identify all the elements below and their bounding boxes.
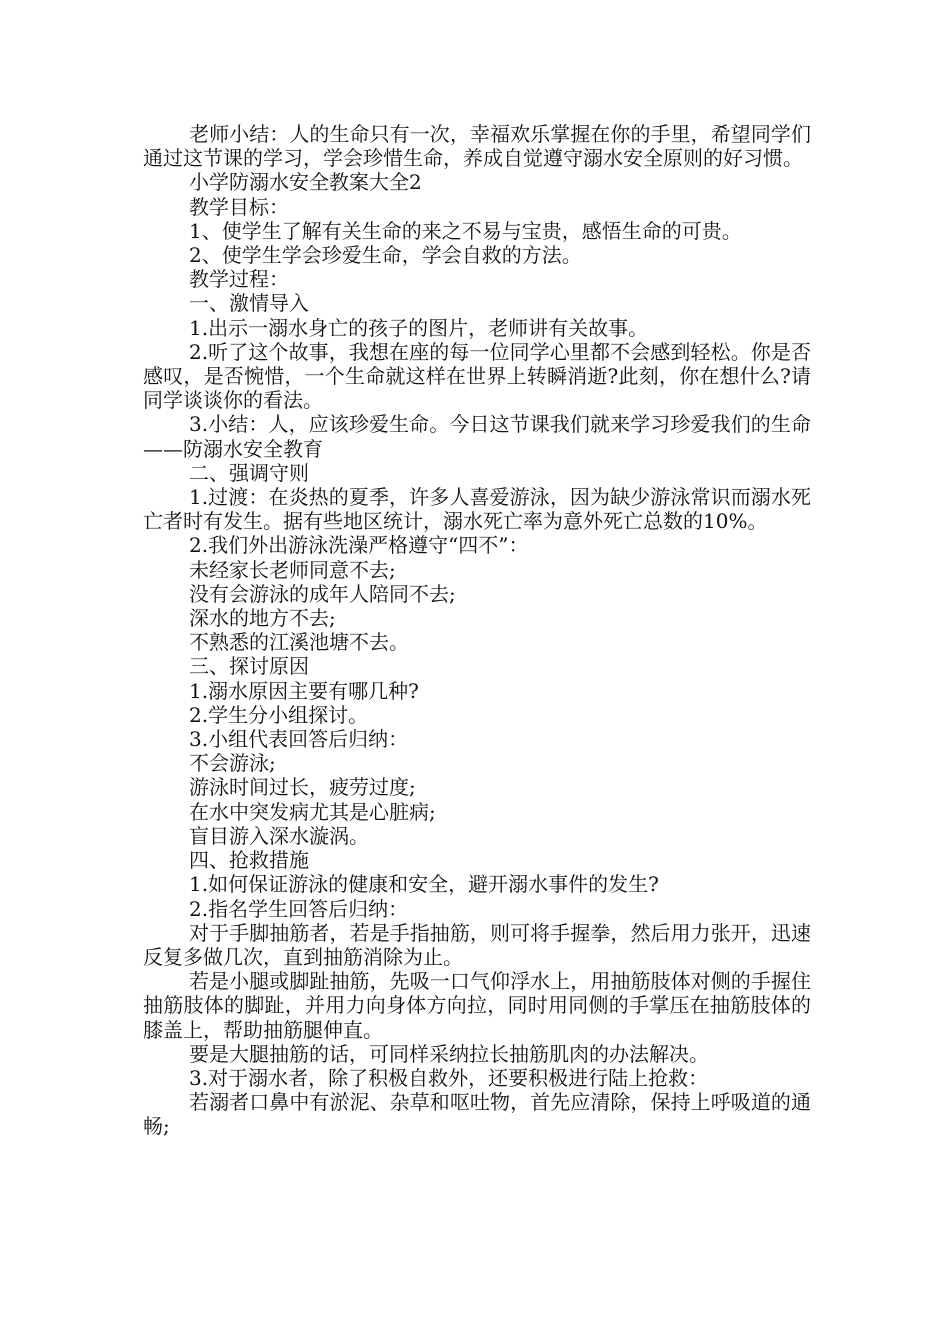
- list-item: 不熟悉的江溪池塘不去。: [189, 630, 409, 655]
- paragraph: 1.过渡：在炎热的夏季，许多人喜爱游泳，因为缺少游泳常识而溺水死亡者时有发生。据有些地区统计，溺水死亡率为意外死亡总数的10%。: [143, 485, 811, 534]
- paragraph: 若是小腿或脚趾抽筋，先吸一口气仰浮水上，用抽筋肢体对侧的手握住抽筋肢体的脚趾，并用力向身体方向拉，同时用同侧的手掌压在抽筋肢体的膝盖上，帮助抽筋腿伸直。: [143, 969, 811, 1042]
- paragraph: 2.指名学生回答后归纳：: [189, 896, 409, 921]
- paragraph: 2.听了这个故事，我想在座的每一位同学心里都不会感到轻松。你是否感叹，是否惋惜，一个生命就这样在世界上转瞬消逝?此刻，你在想什么?请同学谈谈你的看法。: [143, 339, 811, 413]
- section-heading: 二、强调守则: [189, 460, 309, 485]
- paragraph: 2.学生分小组探讨。: [189, 702, 369, 727]
- paragraph: 1.溺水原因主要有哪几种?: [189, 678, 419, 703]
- list-item: 不会游泳;: [189, 751, 276, 776]
- paragraph: 3.对于溺水者，除了积极自救外，还要积极进行陆上抢救：: [189, 1065, 709, 1090]
- paragraph: 教学过程：: [189, 267, 289, 292]
- paragraph: 若溺者口鼻中有淤泥、杂草和呕吐物，首先应清除，保持上呼吸道的通畅;: [143, 1090, 811, 1139]
- list-item: 深水的地方不去;: [189, 606, 336, 631]
- paragraph: 1.出示一溺水身亡的孩子的图片，老师讲有关故事。: [189, 315, 649, 340]
- list-item: 未经家长老师同意不去;: [189, 557, 396, 582]
- list-item: 没有会游泳的成年人陪同不去;: [189, 581, 456, 606]
- section-heading: 一、激情导入: [189, 291, 309, 316]
- section-title: 小学防溺水安全教案大全2: [189, 170, 422, 195]
- paragraph: 教学目标：: [189, 194, 289, 219]
- list-item: 游泳时间过长，疲劳过度;: [189, 775, 416, 800]
- paragraph: 1.如何保证游泳的健康和安全，避开溺水事件的发生?: [189, 872, 659, 897]
- document-body: [143, 122, 811, 1139]
- list-item: 盲目游入深水漩涡。: [189, 823, 369, 848]
- paragraph: 3.小结：人，应该珍爱生命。今日这节课我们就来学习珍爱我们的生命——防溺水安全教育: [143, 412, 811, 461]
- paragraph: 3.小组代表回答后归纳：: [189, 727, 409, 752]
- paragraph: 要是大腿抽筋的话，可同样采纳拉长抽筋肌肉的办法解决。: [189, 1041, 709, 1066]
- paragraph: 对于手脚抽筋者，若是手指抽筋，则可将手握拳，然后用力张开，迅速反复多做几次，直到抽筋消除为止。: [143, 920, 811, 969]
- section-heading: 三、探讨原因: [189, 654, 309, 679]
- paragraph: 1、使学生了解有关生命的来之不易与宝贵，感悟生命的可贵。: [189, 218, 742, 243]
- paragraph: 2.我们外出游泳洗澡严格遵守“四不”：: [189, 533, 529, 558]
- paragraph: 老师小结：人的生命只有一次，幸福欢乐掌握在你的手里，希望同学们通过这节课的学习，学会珍惜生命，养成自觉遵守溺水安全原则的好习惯。: [143, 122, 811, 171]
- list-item: 在水中突发病尤其是心脏病;: [189, 799, 436, 824]
- section-heading: 四、抢救措施: [189, 848, 309, 873]
- paragraph: 2、使学生学会珍爱生命，学会自救的方法。: [189, 243, 582, 268]
